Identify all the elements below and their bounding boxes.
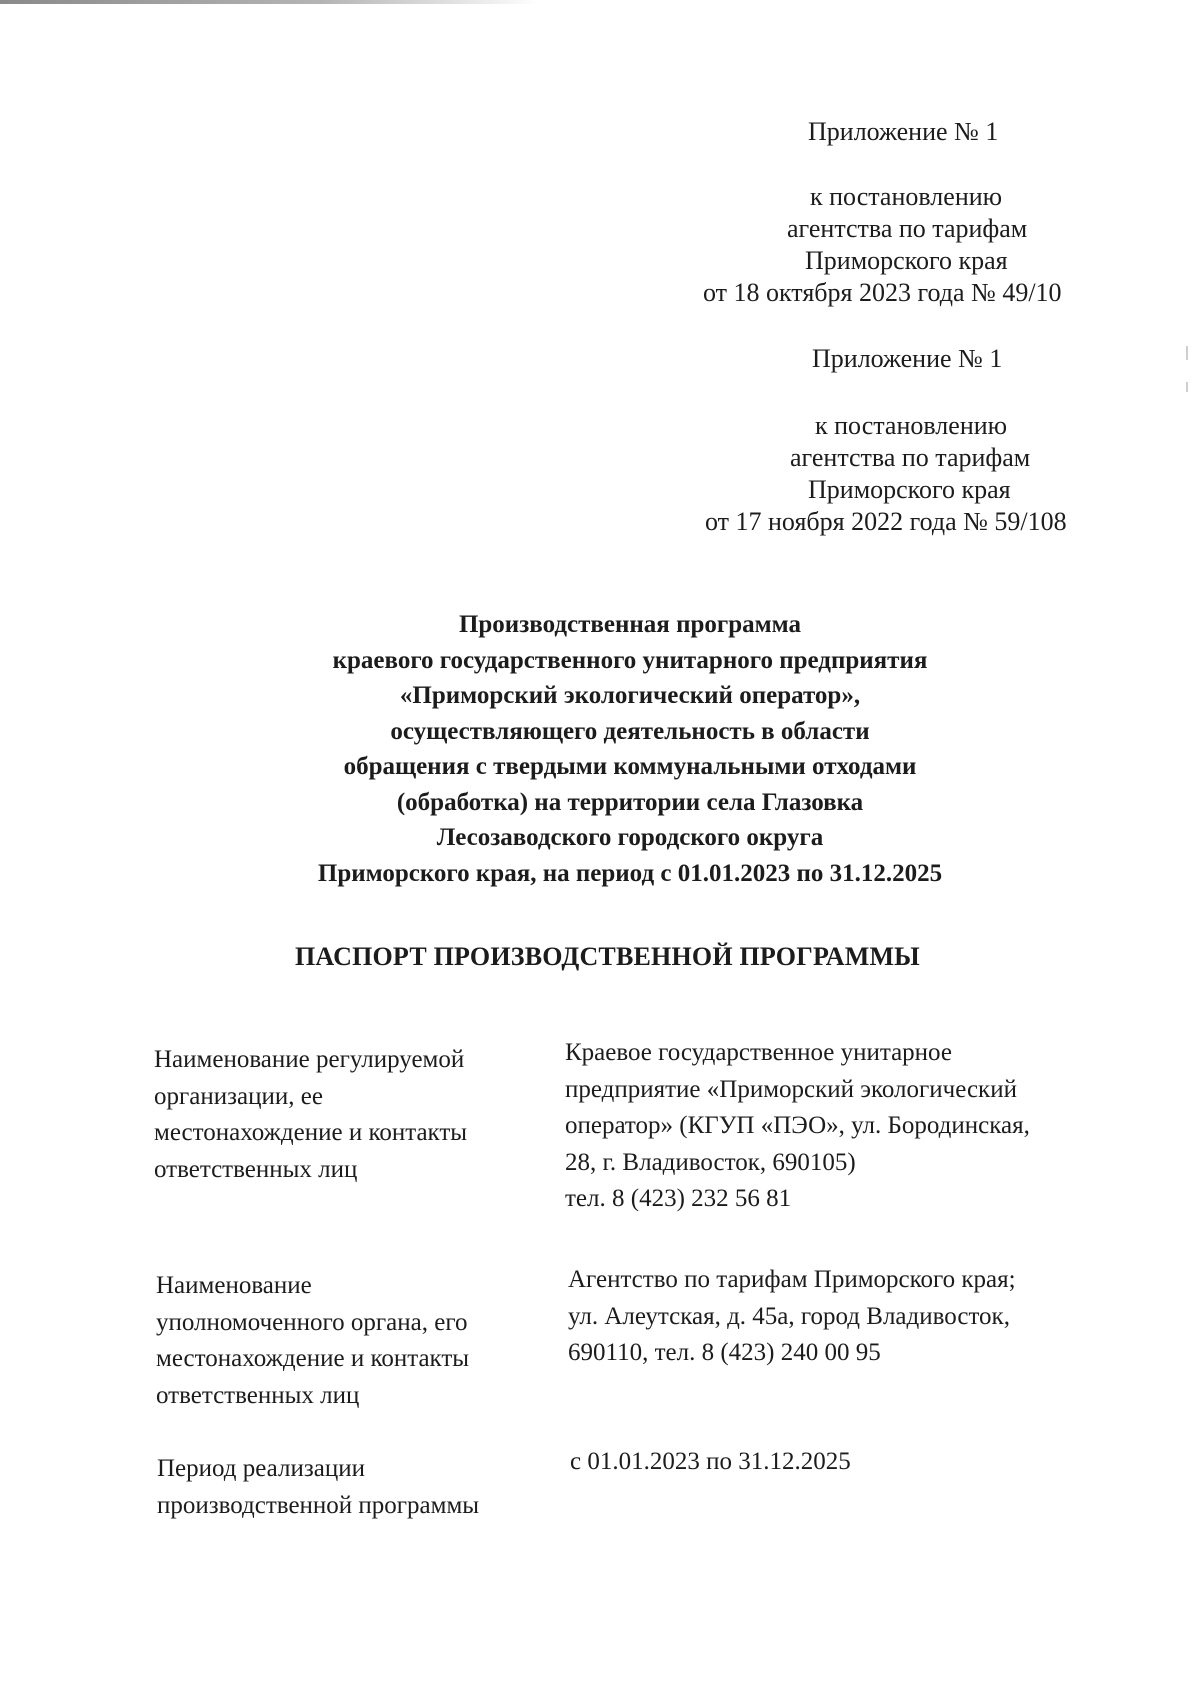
value-line: Краевое государственное унитарное [565,1039,952,1066]
scan-speck [1186,382,1188,392]
appendix-current-title: Приложение № 1 [808,117,999,146]
label-line: Период реализации [157,1455,365,1482]
program-title [215,607,1045,891]
program-title-line: (обработка) на территории села Глазовка [396,788,864,816]
label-line: производственной программы [157,1491,480,1519]
label-line: ответственных лиц [156,1381,360,1409]
appendix-current-agency: агентства по тарифам [787,214,1028,243]
program-title-line: обращения с твердыми коммунальными отходами [343,753,917,780]
label-line: Наименование регулируемой [154,1046,465,1073]
scan-speck [1186,346,1188,360]
passport-row-label [154,1042,467,1188]
appendix-previous-to-resolution: к постановлению [815,411,1008,440]
appendix-previous-agency: агентства по тарифам [790,443,1031,472]
value-line: оператор» (КГУП «ПЭО», ул. Бородинская, [565,1112,1030,1139]
value-line: с 01.01.2023 по 31.12.2025 [570,1448,851,1475]
passport-row-label [157,1451,479,1524]
appendix-previous-region: Приморского края [808,475,1011,504]
program-title-line: Лесозаводского городского округа [436,824,824,851]
label-line: организации, ее [154,1082,323,1110]
scan-edge-artifact [0,0,540,4]
program-title-line: «Приморский экологический оператор», [399,682,861,709]
value-line: 690110, тел. 8 (423) 240 00 95 [568,1339,881,1366]
appendix-current-region: Приморского края [805,246,1008,275]
label-line: ответственных лиц [154,1155,358,1183]
value-line: предприятие «Приморский экологический [565,1075,1017,1103]
label-line: уполномоченного органа, его [156,1308,468,1336]
program-title-line: Производственная программа [458,611,802,638]
appendix-current-to-resolution: к постановлению [810,182,1003,211]
passport-row-label [156,1268,469,1414]
label-line: Наименование [156,1272,312,1299]
passport-row-value [570,1444,851,1481]
appendix-previous-title: Приложение № 1 [812,344,1003,373]
program-title-line: краевого государственного унитарного предприятия [332,646,928,674]
label-line: местонахождение и контакты [154,1119,468,1146]
value-line: ул. Алеутская, д. 45а, город Владивосток, [568,1302,1010,1330]
label-line: местонахождение и контакты [156,1345,470,1372]
value-line: 28, г. Владивосток, 690105) [565,1148,856,1176]
program-title-line: осуществляющего деятельность в области [390,717,870,745]
value-line: тел. 8 (423) 232 56 81 [565,1185,792,1212]
passport-title: ПАСПОРТ ПРОИЗВОДСТВЕННОЙ ПРОГРАММЫ [295,942,920,971]
passport-row-value [568,1262,1016,1372]
appendix-previous-date-number: от 17 ноября 2022 года № 59/108 [705,507,1067,536]
appendix-current-date-number: от 18 октября 2023 года № 49/10 [703,278,1062,307]
value-line: Агентство по тарифам Приморского края; [568,1266,1016,1293]
program-title-line: Приморского края, на период с 01.01.2023 по 31.12.2025 [317,859,943,887]
passport-row-value [565,1035,1030,1218]
